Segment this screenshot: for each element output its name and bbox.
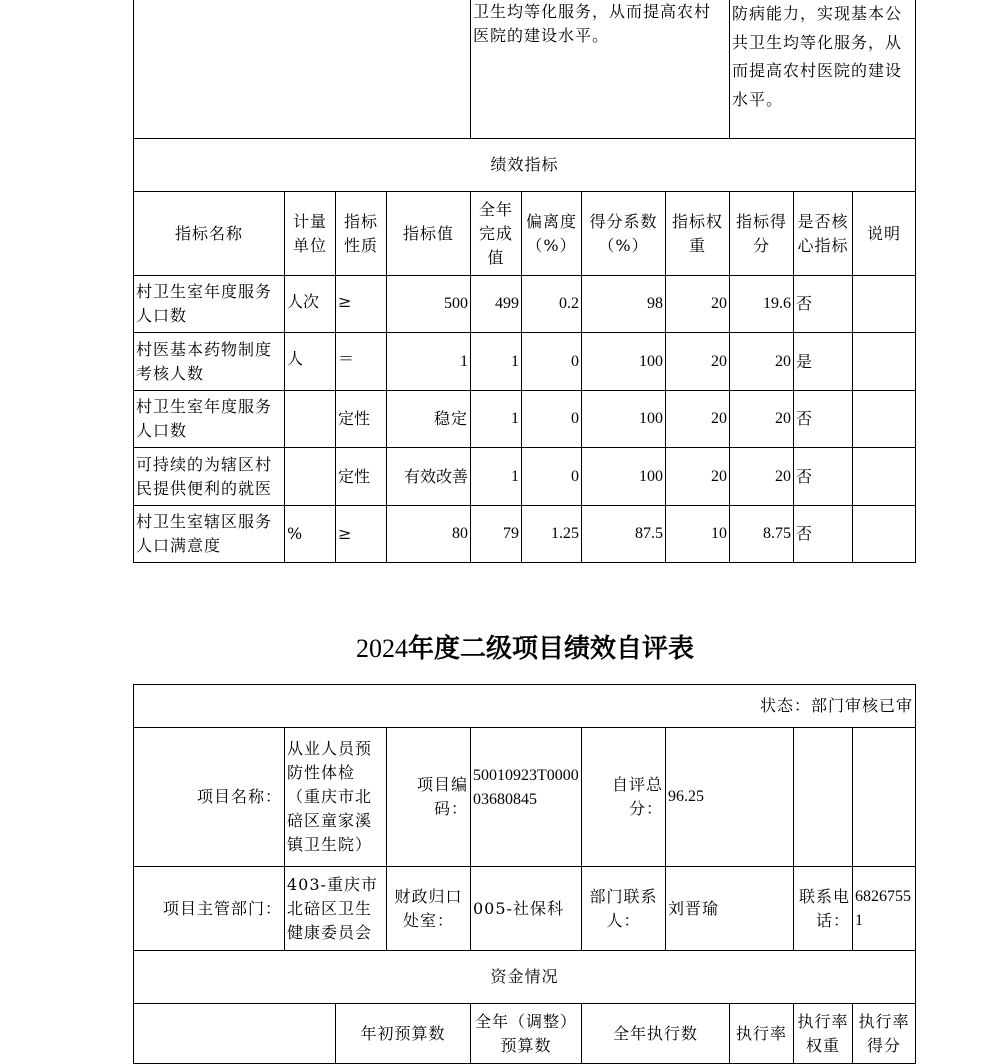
contact-value: 刘晋瑜 [666, 867, 794, 951]
performance-table [133, 0, 916, 563]
indicator-coef: 98 [582, 276, 666, 333]
indicator-score: 20 [730, 333, 794, 391]
indicator-deviation: 1.25 [522, 506, 582, 563]
indicator-name: 村医基本药物制度考核人数 [134, 333, 285, 391]
indicator-nature: 定性 [336, 391, 387, 448]
header-cell: 指标性质 [336, 192, 387, 276]
indicator-unit [285, 448, 336, 506]
indicator-weight: 10 [666, 506, 730, 563]
indicator-note [853, 391, 916, 448]
indicator-deviation: 0 [522, 333, 582, 391]
table-row [134, 391, 916, 448]
indicator-unit: 人 [285, 333, 336, 391]
indicator-core: 是 [794, 333, 853, 391]
indicator-coef: 100 [582, 448, 666, 506]
indicator-coef: 100 [582, 391, 666, 448]
objective-row [134, 0, 916, 139]
empty-cell [134, 1004, 336, 1064]
indicator-coef: 87.5 [582, 506, 666, 563]
empty-cell [794, 728, 853, 867]
indicator-score: 20 [730, 448, 794, 506]
header-cell: 指标值 [387, 192, 471, 276]
project-code-label: 项目编码： [387, 728, 471, 867]
indicator-deviation: 0 [522, 391, 582, 448]
indicator-actual: 79 [471, 506, 522, 563]
status-text: 状态：部门审核已审 [134, 685, 916, 728]
indicator-coef: 100 [582, 333, 666, 391]
project-code-value: 500109​23T000003680845 [471, 728, 582, 867]
header-row [134, 192, 916, 276]
funds-header-cell: 全年执行数 [582, 1004, 730, 1064]
department-row [134, 867, 916, 951]
table-row [134, 276, 916, 333]
header-cell: 指标得分 [730, 192, 794, 276]
phone-value: 68267551 [853, 867, 916, 951]
self-score-value: 96.25 [666, 728, 794, 867]
project-name-label: 项目名称： [134, 728, 285, 867]
section-title-performance: 绩效指标 [134, 139, 916, 192]
dept-label: 项目主管部门： [134, 867, 285, 951]
header-cell: 是否核心指标 [794, 192, 853, 276]
header-cell: 说明 [853, 192, 916, 276]
self-evaluation-table [133, 684, 916, 1064]
indicator-target: 500 [387, 276, 471, 333]
indicator-target: 1 [387, 333, 471, 391]
indicator-deviation: 0 [522, 448, 582, 506]
page-title [0, 628, 1000, 665]
indicator-core: 否 [794, 391, 853, 448]
objective-text-b: 防病能力，实现基本公共卫生均等化服务，从而提高农村医院的建设水平。 [730, 0, 916, 139]
indicator-actual: 1 [471, 391, 522, 448]
dept-value: 403-重庆市北碚区卫生健康委员会 [285, 867, 387, 951]
funds-header-cell: 年初预算数 [336, 1004, 471, 1064]
indicator-weight: 20 [666, 333, 730, 391]
indicator-note [853, 276, 916, 333]
objective-text-a: 卫生均等化服务，从而提高农村医院的建设水平。 [471, 0, 730, 139]
indicator-nature: ≥ [336, 506, 387, 563]
table-row [134, 448, 916, 506]
objective-empty-cell [134, 0, 471, 139]
indicator-actual: 1 [471, 448, 522, 506]
page-title-text: 年度二级项目绩效自评表 [407, 634, 694, 664]
indicator-score: 19.6 [730, 276, 794, 333]
page-title-year: 2024 [355, 634, 408, 663]
finance-label: 财政归口处室： [387, 867, 471, 951]
indicator-note [853, 448, 916, 506]
header-cell: 计量单位 [285, 192, 336, 276]
indicator-weight: 20 [666, 391, 730, 448]
contact-label: 部门联系人： [582, 867, 666, 951]
funds-header-cell: 执行率 [730, 1004, 794, 1064]
header-cell: 全年完成值 [471, 192, 522, 276]
funds-header-row [134, 1004, 916, 1064]
indicator-unit: 人次 [285, 276, 336, 333]
indicator-actual: 1 [471, 333, 522, 391]
header-cell: 指标权重 [666, 192, 730, 276]
project-row [134, 728, 916, 867]
funds-header-cell: 执行率得分 [853, 1004, 916, 1064]
indicator-name: 村卫生室年度服务人口数 [134, 391, 285, 448]
indicator-score: 8.75 [730, 506, 794, 563]
funds-header-cell: 全年（调整）预算数 [471, 1004, 582, 1064]
header-cell: 偏离度（%） [522, 192, 582, 276]
section-title-funds: 资金情况 [134, 951, 916, 1004]
phone-label: 联系电话： [794, 867, 853, 951]
project-name-value: 从业人员预防性体检（重庆市北碚区童家溪镇卫生院） [285, 728, 387, 867]
indicator-target: 稳定 [387, 391, 471, 448]
indicator-weight: 20 [666, 276, 730, 333]
indicator-weight: 20 [666, 448, 730, 506]
indicator-unit: % [285, 506, 336, 563]
indicator-note [853, 506, 916, 563]
indicator-unit [285, 391, 336, 448]
indicator-core: 否 [794, 448, 853, 506]
finance-value: 005-社保科 [471, 867, 582, 951]
indicator-actual: 499 [471, 276, 522, 333]
indicator-core: 否 [794, 276, 853, 333]
header-cell: 得分系数（%） [582, 192, 666, 276]
indicator-name: 村卫生室辖区服务人口满意度 [134, 506, 285, 563]
indicator-target: 有效改善 [387, 448, 471, 506]
self-score-label: 自评总分： [582, 728, 666, 867]
funds-header-cell: 执行率权重 [794, 1004, 853, 1064]
header-cell: 指标名称 [134, 192, 285, 276]
indicator-note [853, 333, 916, 391]
indicator-core: 否 [794, 506, 853, 563]
table-row [134, 333, 916, 391]
indicator-nature: ＝ [336, 333, 387, 391]
indicator-nature: 定性 [336, 448, 387, 506]
indicator-deviation: 0.2 [522, 276, 582, 333]
indicator-target: 80 [387, 506, 471, 563]
indicator-name: 村卫生室年度服务人口数 [134, 276, 285, 333]
indicator-name: 可持续的为辖区村民提供便利的就医 [134, 448, 285, 506]
indicator-score: 20 [730, 391, 794, 448]
table-row [134, 506, 916, 563]
empty-cell [853, 728, 916, 867]
indicator-nature: ≥ [336, 276, 387, 333]
